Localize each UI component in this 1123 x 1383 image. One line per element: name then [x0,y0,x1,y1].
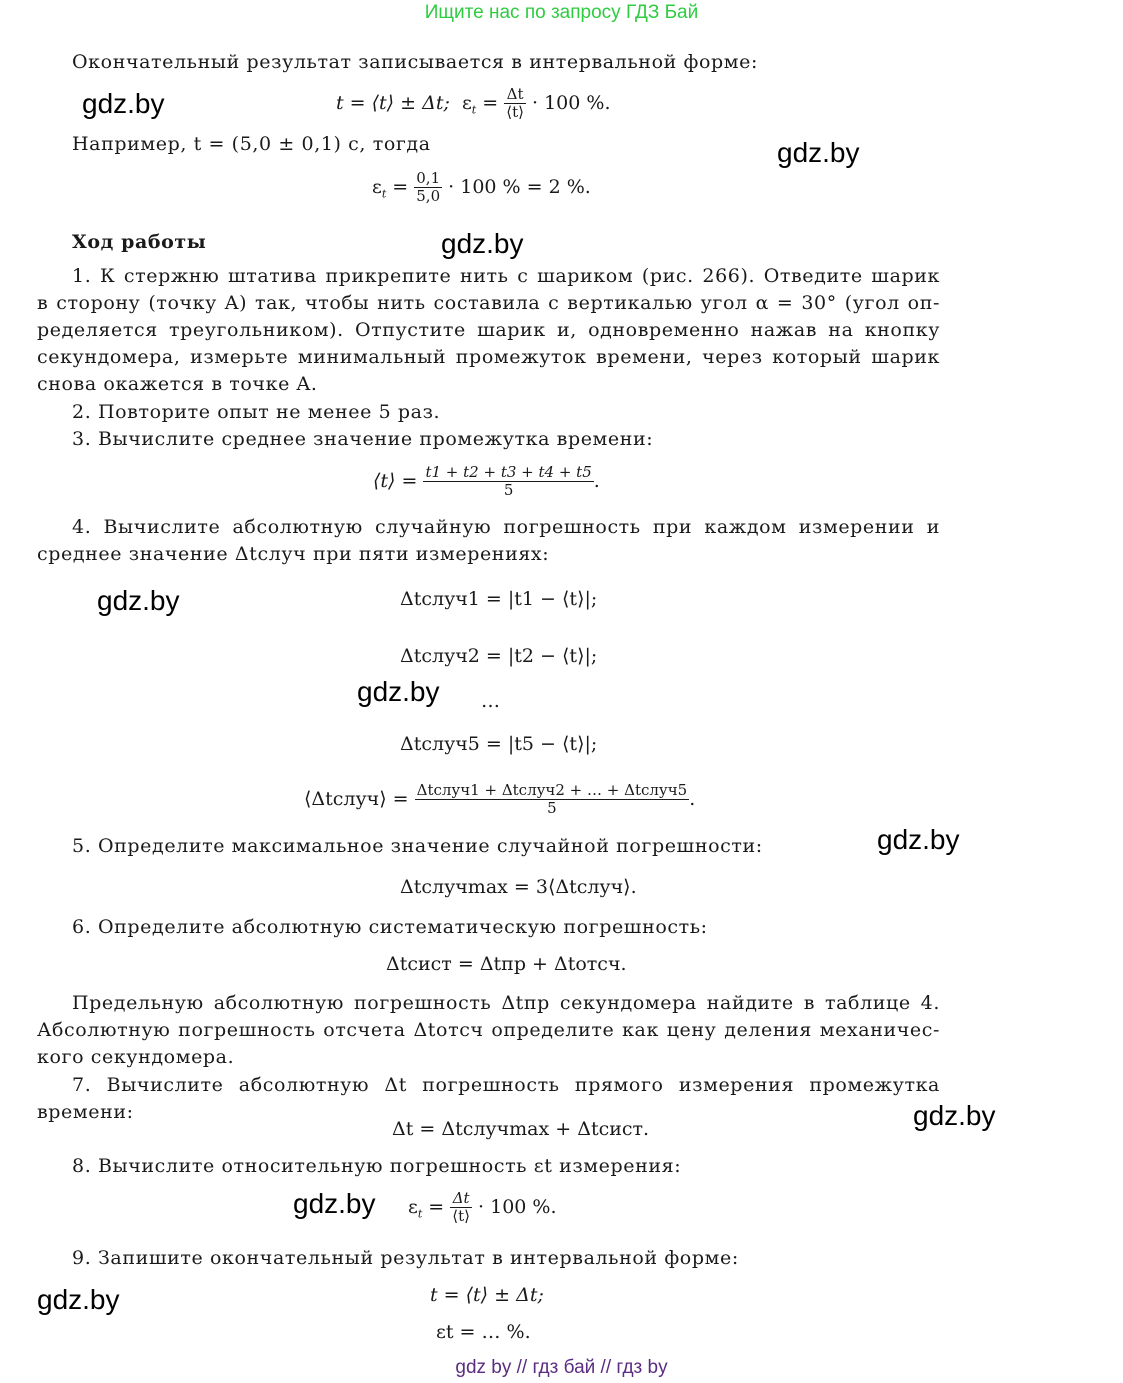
equation-random-1: Δtслуч1 = |t1 − ⟨t⟩|; [400,588,598,610]
equation-avg-random: ⟨Δtслуч⟩ = $\frac{\text{Δtслуч1 + Δtслуч2 + … + Δtслуч5}}{5}$ . [304,781,696,818]
watermark: gdz.by [913,1100,996,1131]
step7-line: времени: [37,1101,134,1123]
section-title: Ход работы [72,231,207,253]
eq-eps-sub: t [471,103,477,117]
eq-fraction [504,86,526,122]
equation-final-2: εt = … %. [436,1321,531,1343]
eq-fraction [423,464,593,500]
eq-tail: · 100 %. [532,91,611,114]
eq-numerator: 0,1 [416,169,441,187]
eq-denominator: 5 [503,481,514,500]
eq-eps: ε [372,175,382,198]
para-sys-line: Абсолютную погрешность отсчета Δtотсч определите как цену деления механичес- [37,1019,940,1041]
eq-denominator: ⟨t⟩ [506,103,524,122]
eq-numerator: Δt [504,86,526,104]
eq-lhs: t = ⟨t⟩ ± Δt; [336,91,450,114]
equation-mean: ⟨t⟩ = $\frac{t1 + t2 + t3 + t4 + t5}{5}$ . [373,463,600,500]
step5: 5. Определите максимальное значение случайной погрешности: [72,835,763,857]
step7-line: 7. Вычислите абсолютную Δt погрешность прямого измерения промежутка [72,1074,940,1096]
eq-tail: · 100 % = 2 %. [448,175,591,198]
para-sys-line: кого секундомера. [37,1046,235,1068]
eq-eps-sub: t [417,1207,423,1221]
equation-final-1: t = ⟨t⟩ ± Δt; [430,1284,544,1306]
eq-eps: ε [408,1195,418,1218]
eq-denominator: 5,0 [416,187,441,206]
equation-random-5: Δtслуч5 = |t5 − ⟨t⟩|; [400,733,598,755]
equation-ellipsis: … [481,690,500,712]
watermark: gdz.by [777,137,860,168]
top-banner: Ищите нас по запросу ГДЗ Бай [424,2,699,23]
eq-denominator: 5 [547,799,557,818]
step9: 9. Запишите окончательный результат в интервальной форме: [72,1247,739,1269]
watermark: gdz.by [97,585,180,616]
watermark: gdz.by [37,1284,120,1315]
eq-numerator: t1 + t2 + t3 + t4 + t5 [425,463,592,481]
eq-eps: ε [461,91,472,114]
eq-tail: · 100 %. [478,1195,557,1218]
step6: 6. Определите абсолютную систематическую погрешность: [72,916,708,938]
eq-fraction [450,1190,472,1226]
equation-systematic: Δtсист = Δtпр + Δtотсч. [386,953,627,975]
eq-numerator: Δtслуч1 + Δtслуч2 + … + Δtслуч5 [416,781,688,799]
watermark: gdz.by [293,1188,376,1219]
eq-denominator: ⟨t⟩ [452,1207,470,1226]
example-text: Например, t = (5,0 ± 0,1) с, тогда [72,133,431,155]
watermark: gdz.by [441,228,524,259]
eq-lhs: ⟨Δtслуч⟩ = [304,787,409,810]
step1-line: 1. К стержню штатива прикрепите нить с шариком (рис. 266). Отведите шарик [72,265,940,287]
step1-line: снова окажется в точке A. [37,373,318,395]
equation-max: Δtслучmax = 3⟨Δtслуч⟩. [400,876,637,898]
step2: 2. Повторите опыт не менее 5 раз. [72,401,441,423]
equation-total: Δt = Δtслучmax + Δtсист. [392,1118,650,1140]
eq-eps-sub: t [381,187,387,201]
equation-interval: t = ⟨t⟩ ± Δt; $\varepsilon_t$ = $\frac{\Delta t}{⟨t⟩}$ · 100 %. [336,85,611,122]
watermark: gdz.by [357,676,440,707]
step4-line: среднее значение Δtслуч при пяти измерениях: [37,543,550,565]
step1-line: в сторону (точку A) так, чтобы нить составила с вертикалью угол α = 30° (угол оп- [37,292,940,314]
eq-lhs: ⟨t⟩ = [373,469,418,492]
footer-links: gdz by // гдз бай // гдз by [455,1357,668,1378]
equation-relative: $\varepsilon_t$ = $\frac{\Delta t}{⟨t⟩}$ · 100 %. [408,1189,557,1226]
eq-fraction [414,170,442,206]
eq-fraction [415,782,690,818]
intro-text: Окончательный результат записывается в интервальной форме: [72,51,759,73]
step8: 8. Вычислите относительную погрешность εt измерения: [72,1155,682,1177]
equation-example: $\varepsilon_t$ = $\frac{0,1}{5,0}$ · 100 % = 2 %. [372,169,591,206]
equation-random-2: Δtслуч2 = |t2 − ⟨t⟩|; [400,645,598,667]
step1-line: секундомера, измерьте минимальный промежуток времени, через который шарик [37,346,940,368]
eq-numerator: Δt [450,1190,472,1208]
step3: 3. Вычислите среднее значение промежутка времени: [72,428,654,450]
watermark: gdz.by [877,824,960,855]
step1-line: ределяется треугольником). Отпустите шарик и, одновременно нажав на кнопку [37,319,940,341]
step4-line: 4. Вычислите абсолютную случайную погрешность при каждом измерении и [72,516,940,538]
watermark: gdz.by [82,88,165,119]
para-sys-line: Предельную абсолютную погрешность Δtпр секундомера найдите в таблице 4. [72,992,940,1014]
